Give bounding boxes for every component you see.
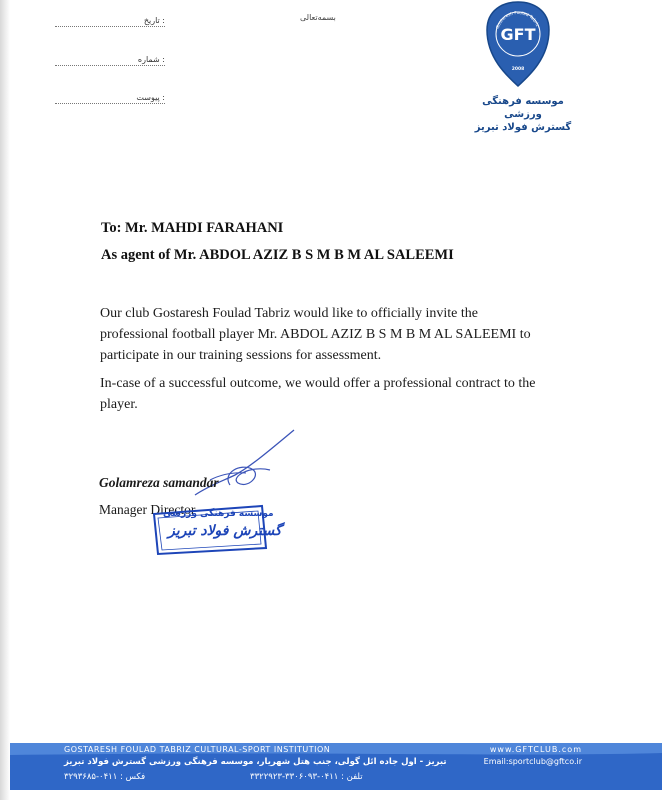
handwritten-signature bbox=[190, 425, 300, 505]
attachment-field bbox=[55, 93, 165, 107]
footer-email: Email:sportclub@gftco.ir bbox=[483, 757, 582, 766]
agent-line: As agent of Mr. ABDOL AZIZ B S M B M AL SALEEMI bbox=[101, 247, 454, 263]
date-label: تاریخ : bbox=[141, 16, 165, 25]
footer-phone: تلفن : ۰۴۱۱-۳۳۰۶۰۹۳-۳۳۲۲۹۲۳ bbox=[250, 772, 363, 782]
signatory-title: Manager Director bbox=[99, 502, 196, 517]
letterhead-footer bbox=[10, 743, 662, 790]
logo-title-line1: موسسه فرهنگی ورزشی bbox=[482, 96, 564, 120]
logo-ring-text: Gostaresh Foulad Tabriz bbox=[494, 9, 541, 30]
attachment-label: پیوست : bbox=[133, 93, 165, 102]
logo-title bbox=[468, 95, 578, 134]
signatory-name: Golamreza samandar bbox=[99, 475, 219, 490]
footer-fax: فکس : ۰۴۱۱-۳۲۹۳۶۸۵ bbox=[64, 772, 146, 782]
footer-website: www.GFTCLUB.com bbox=[489, 745, 582, 754]
recipient-line: To: Mr. MAHDI FARAHANI bbox=[101, 220, 284, 236]
stamp-line-1: موسسه فرهنگی ورزشی bbox=[163, 509, 274, 519]
bismillah-text: بسمه‌تعالی bbox=[300, 13, 336, 22]
date-field-line bbox=[55, 26, 165, 27]
number-field-line bbox=[55, 65, 165, 66]
date-field bbox=[55, 16, 165, 30]
logo-year: 2008 bbox=[511, 67, 525, 72]
invitation-paragraph: Our club Gostaresh Foulad Tabriz would like to officially invite the professional football player Mr. ABDOL AZIZ B S M B M AL SALEEMI to participate in our training sessions for assessment. bbox=[100, 306, 531, 363]
footer-institution: GOSTARESH FOULAD TABRIZ CULTURAL-SPORT INSTITUTION bbox=[64, 745, 331, 754]
scan-edge-shadow bbox=[0, 0, 10, 800]
club-logo bbox=[483, 0, 553, 88]
number-field bbox=[55, 55, 165, 69]
attachment-field-line bbox=[55, 103, 165, 104]
footer-address: تبریز - اول جاده ائل گولی، جنب هتل شهریار، موسسه فرهنگی ورزشی گسترش فولاد تبریز bbox=[64, 757, 447, 767]
logo-letters: GFT bbox=[500, 25, 536, 44]
offer-paragraph: In-case of a successful outcome, we would offer a professional contract to the player. bbox=[100, 376, 536, 412]
bottom-margin bbox=[10, 790, 662, 800]
stamp-line-2: گسترش فولاد تبریز bbox=[168, 523, 282, 539]
logo-title-line2: گسترش فولاد تبریز bbox=[474, 122, 572, 133]
number-label: شماره : bbox=[135, 55, 165, 64]
